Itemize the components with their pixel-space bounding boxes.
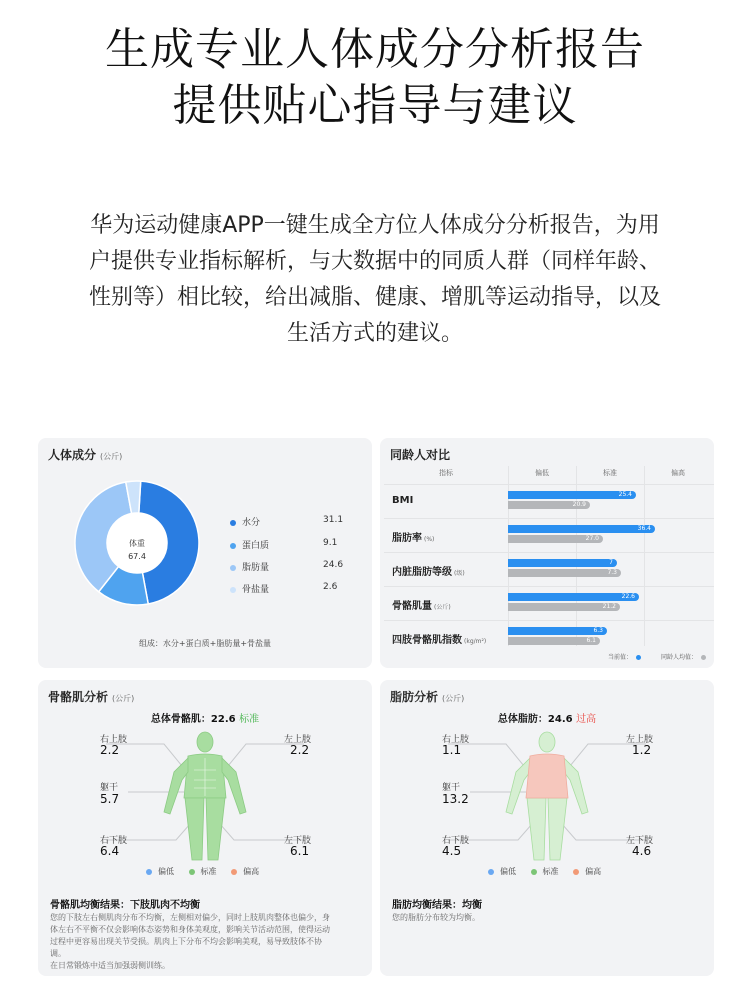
muscle-legend: 偏低 标准 偏高	[146, 866, 259, 877]
hero-title-line1: 生成专业人体成分分析报告	[105, 24, 645, 75]
muscle-body-figure	[38, 728, 372, 868]
hero-title	[0, 22, 750, 134]
muscle-right-leg-label: 右下肢	[100, 836, 128, 846]
compare-row-label: 脂肪率 (%)	[392, 533, 435, 544]
legend-dot	[230, 565, 236, 571]
muscle-trunk-label: 躯干	[100, 783, 119, 793]
muscle-card	[38, 680, 372, 976]
legend-high-dot	[573, 869, 579, 875]
compare-row	[384, 484, 714, 519]
fat-body-figure	[380, 728, 714, 868]
fat-title: 脂肪分析 (公斤)	[390, 690, 465, 704]
legend-item-water: 水分	[230, 515, 260, 528]
legend-low-dot	[146, 869, 152, 875]
compare-row	[384, 586, 714, 621]
compare-row-label: BMI	[392, 495, 414, 506]
hero-desc-line3: 性别等）相比较，给出减脂、健康、增肌等运动指导，以及	[88, 285, 661, 310]
legend-low-dot	[488, 869, 494, 875]
peer-average-bar: 7.3	[508, 569, 621, 577]
legend-value-water: 31.1	[323, 515, 344, 525]
fat-right-leg-value: 4.5	[442, 844, 462, 858]
user-value-bar: 25.4	[508, 491, 636, 499]
legend-dot	[230, 520, 236, 526]
user-value-bar: 6.3	[508, 627, 607, 635]
fat-right-arm-label: 右上肢	[442, 735, 470, 745]
muscle-left-arm-value: 2.2	[290, 743, 310, 757]
user-value-bar: 7	[508, 559, 617, 567]
legend-item-fat: 脂肪量	[230, 560, 269, 573]
hero-desc-line4: 生活方式的建议。	[286, 321, 463, 346]
legend-normal-dot	[531, 869, 537, 875]
compare-header-low: 偏低	[535, 469, 549, 477]
legend-item-protein: 蛋白质	[230, 538, 269, 551]
fat-right-leg-label: 右下肢	[442, 836, 470, 846]
muscle-left-leg-value: 6.1	[290, 844, 310, 858]
legend-value-fat: 24.6	[323, 560, 344, 570]
fat-result-title: 脂肪均衡结果：均衡	[392, 900, 482, 911]
compare-legend: 当前值： 同龄人均值：	[384, 652, 706, 661]
legend-value-bone: 2.6	[323, 582, 338, 592]
hero-description	[40, 208, 710, 352]
fat-left-leg-label: 左下肢	[626, 836, 654, 846]
hero-desc-line1: 华为运动健康APP一键生成全方位人体成分分析报告，为用	[90, 213, 660, 238]
legend-high-dot	[231, 869, 237, 875]
muscle-left-arm-label: 左上肢	[284, 735, 312, 745]
legend-normal-dot	[189, 869, 195, 875]
peer-average-bar: 20.9	[508, 501, 590, 509]
muscle-status: 标准	[239, 714, 260, 725]
fat-result-text: 您的脂肪分布较为均衡。	[392, 913, 480, 922]
compare-row-label: 骨骼肌量 (公斤)	[392, 601, 451, 612]
user-value-bar: 22.6	[508, 593, 639, 601]
peer-average-bar: 27.0	[508, 535, 603, 543]
compare-row	[384, 518, 714, 553]
hero-desc-line2: 户提供专业指标解析，与大数据中的同质人群（同样年龄、	[88, 249, 661, 274]
compare-title: 同龄人对比	[390, 448, 451, 462]
legend-dot	[230, 587, 236, 593]
fat-left-leg-value: 4.6	[632, 844, 652, 858]
composition-title: 人体成分 (公斤)	[48, 448, 123, 462]
donut-center-value: 67.4	[128, 552, 146, 561]
muscle-summary: 总体骨骼肌：22.6 标准	[150, 714, 260, 725]
fat-right-arm-value: 1.1	[442, 743, 462, 757]
compare-row	[384, 620, 714, 655]
peer-average-bar: 21.2	[508, 603, 620, 611]
muscle-right-arm-value: 2.2	[100, 743, 120, 757]
composition-card	[38, 438, 372, 668]
compare-row-label: 四肢骨骼肌指数 (kg/m²)	[392, 635, 487, 646]
fat-trunk-value: 13.2	[442, 792, 469, 806]
muscle-left-leg-label: 左下肢	[284, 836, 312, 846]
fat-legend: 偏低 标准 偏高	[488, 866, 601, 877]
composition-footer: 组成：水分+蛋白质+脂肪量+骨盐量	[138, 639, 272, 648]
muscle-trunk-value: 5.7	[100, 792, 120, 806]
peer-average-bar: 6.1	[508, 637, 600, 645]
fat-status: 过高	[576, 714, 597, 725]
muscle-title: 骨骼肌分析 (公斤)	[48, 690, 135, 704]
compare-header-normal: 标准	[603, 469, 617, 477]
legend-item-bone: 骨盐量	[230, 582, 269, 595]
user-value-bar: 36.4	[508, 525, 655, 533]
fat-trunk-label: 躯干	[442, 783, 461, 793]
trunk-fat-highlight	[526, 754, 568, 798]
compare-header-high: 偏高	[671, 469, 685, 477]
donut-center-label: 体重	[129, 539, 145, 548]
fat-card	[380, 680, 714, 976]
fat-summary: 总体脂肪：24.6 过高	[497, 714, 597, 725]
muscle-right-leg-value: 6.4	[100, 844, 120, 858]
hero-title-line2: 提供贴心指导与建议	[172, 80, 578, 131]
fat-left-arm-label: 左上肢	[626, 735, 654, 745]
compare-row	[384, 552, 714, 587]
muscle-right-arm-label: 右上肢	[100, 735, 128, 745]
legend-value-protein: 9.1	[323, 538, 338, 548]
legend-avg-dot	[701, 655, 706, 660]
legend-user-dot	[636, 655, 641, 660]
muscle-result-title: 骨骼肌均衡结果：下肢肌肉不均衡	[50, 900, 200, 911]
muscle-result-text: 您的下肢左右侧肌肉分布不均衡，左侧相对偏少，同时上肢肌肉整体也偏少，身 体左右不平衡不仅会影响体态姿势和身体美观度，影响关节活动范围，使得运动 过程中更容易出现关节受损。肌肉上下分布不均会影响美观，易导致肢体不协 调。 在日常锻炼中适当加强弱侧训练。	[50, 913, 330, 970]
compare-row-label: 内脏脂肪等级 (级)	[392, 567, 465, 578]
compare-header-metric: 指标	[439, 469, 453, 477]
fat-left-arm-value: 1.2	[632, 743, 652, 757]
legend-dot	[230, 543, 236, 549]
